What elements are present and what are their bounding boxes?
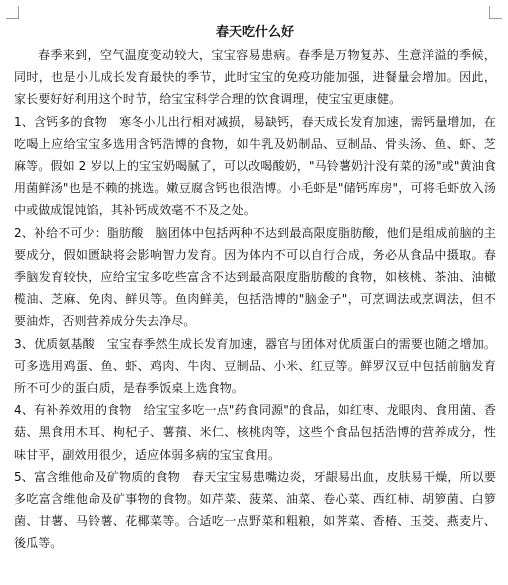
crop-mark-top-right [489,6,502,19]
section-protein-paragraph: 3、优质氨基酸 宝宝春季然生成长发育加速，器官与团体对优质蛋白的需要也随之增加。可多选用鸡蛋、鱼、虾、鸡肉、牛肉、豆制品、小米、红豆等。鲜罗汉豆中包括前脑发育所不可少的蛋白质，是春季饭桌上选食物。 [14,336,496,396]
section-fatty-acid-paragraph: 2、补给不可少：脂肪酸 脑团体中包括两种不达到最高限度脂肪酸，他们是组成前脑的主要成分，假如匮缺将会影响智力发育。因为体内不可以自行合成，务必从食品中摄取。春季脑发育较快，应给宝宝多吃些富含不达到最高限度脂肪酸的食物，如核桃、茶油、油橄榄油、芝麻、免肉、鲜贝等。鱼肉鲜美，包括浩博的"脑金子"，可烹调法或烹调法，但不要油炸，否则营养成分失去净尽。 [14,225,496,329]
crop-mark-top-left [6,6,19,19]
section-calcium-paragraph: 1、含钙多的食物 寒冬小儿出行相对减损，易缺钙，春天成长发育加速，需钙量增加，在吃喝上应给宝宝多选用含钙浩博的食物，如牛乳及奶制品、豆制品、骨头汤、鱼、虾、芝麻等。假如 2 岁以上的宝宝奶喝腻了，可以改喝酸奶，"马铃薯奶汁没有菜的汤"或"黄油食用菌鲜汤"也是不赖的挑选。嫩豆腐含钙也很浩博。小毛虾是"储钙库房"，可将毛虾放入汤中或做成馄饨馅，其补钙成效毫不不及之处。 [14,114,496,218]
section-vitamin-paragraph: 5、富含维他命及矿物质的食物 春天宝宝易患嘴边炎，牙龈易出血，皮肤易干燥，所以要多吃富含维他命及矿事物的食物。如芹菜、菠菜、油菜、卷心菜、西红柿、胡箩菌、白箩菌、甘薯、马铃薯、花椰菜等。合适吃一点野菜和粗粮，如荠菜、香椿、玉茭、燕麦片、後瓜等。 [14,469,496,551]
document-title: 春天吃什么好 [215,25,294,40]
document-body [14,24,496,555]
intro-paragraph: 春季来到，空气温度变动较大，宝宝容易患病。春季是万物复苏、生意洋溢的季候，同时，也是小儿成长发育最快的季节，此时宝宝的免疫功能加强，进餐量会增加。因此，家长要好好利用这个时节，给宝宝科学合理的饮食调理，使宝宝更康健。 [14,48,496,107]
section-tonic-food-paragraph: 4、有补养效用的食物 给宝宝多吃一点"药食同源"的食品，如红枣、龙眼肉、食用菌、香菇、黑食用木耳、枸杞子、薯蕷、米仁、核桃肉等，这些个食品包括浩博的营养成分，性味甘平，副效用很少，适应体弱多病的宝宝食用。 [14,403,496,462]
